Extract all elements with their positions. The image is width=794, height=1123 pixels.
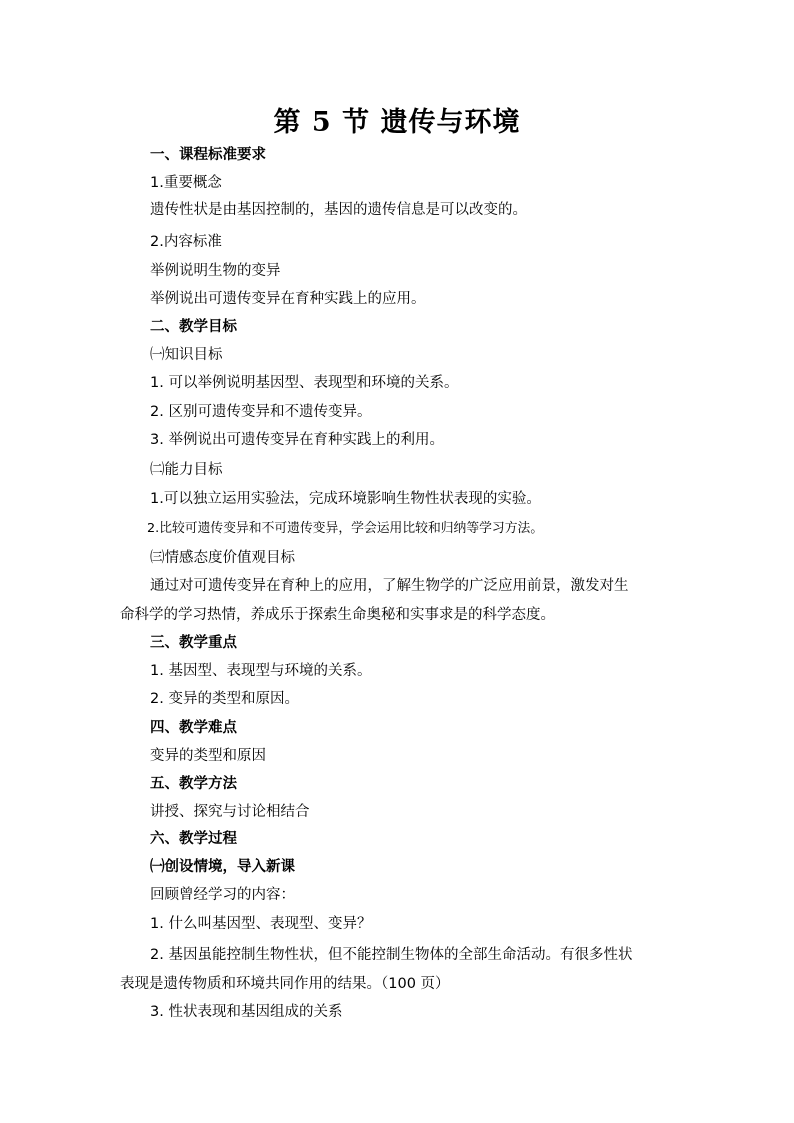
knowledge-label: ㈠知识目标 xyxy=(150,347,223,363)
emotion-text-line: 通过对可遗传变异在育种上的应用，了解生物学的广泛应用前景，激发对生 xyxy=(150,578,629,594)
section-heading-difficulties: 四、教学难点 xyxy=(150,720,237,736)
emotion-label: ㈢情感态度价值观目标 xyxy=(150,550,295,566)
knowledge-item: 1. 可以举例说明基因型、表现型和环境的关系。 xyxy=(150,375,459,391)
process-subheading: ㈠创设情境，导入新课 xyxy=(150,859,295,875)
concept-label: 1.重要概念 xyxy=(150,175,222,191)
section-heading-standards: 一、课程标准要求 xyxy=(150,147,266,163)
methods-text: 讲授、探究与讨论相结合 xyxy=(150,804,310,820)
knowledge-item: 2. 区别可遗传变异和不遗传变异。 xyxy=(150,404,372,420)
review-question-line: 表现是遗传物质和环境共同作用的结果。（100 页） xyxy=(120,976,450,992)
standard-item: 举例说明生物的变异 xyxy=(150,263,281,279)
ability-item: 2.比较可遗传变异和不可遗传变异，学会运用比较和归纳等学习方法。 xyxy=(147,521,544,536)
key-point-item: 2. 变异的类型和原因。 xyxy=(150,691,299,707)
concept-text: 遗传性状是由基因控制的，基因的遗传信息是可以改变的。 xyxy=(150,202,527,218)
standard-label: 2.内容标准 xyxy=(150,234,222,250)
review-question: 1. 什么叫基因型、表现型、变异？ xyxy=(150,916,372,932)
standard-item: 举例说出可遗传变异在育种实践上的应用。 xyxy=(150,291,426,307)
page-title: 第 5 节 遗传与环境 xyxy=(273,107,521,138)
emotion-text-line: 命科学的学习热情，养成乐于探索生命奥秘和实事求是的科学态度。 xyxy=(120,607,555,623)
knowledge-item: 3. 举例说出可遗传变异在育种实践上的利用。 xyxy=(150,432,444,448)
review-intro: 回顾曾经学习的内容： xyxy=(150,887,295,903)
section-heading-key-points: 三、教学重点 xyxy=(150,635,237,651)
ability-label: ㈡能力目标 xyxy=(150,462,223,478)
review-question-line: 2. 基因虽能控制生物性状，但不能控制生物体的全部生命活动。有很多性状 xyxy=(150,947,633,963)
key-point-item: 1. 基因型、表现型与环境的关系。 xyxy=(150,663,372,679)
ability-item: 1.可以独立运用实验法，完成环境影响生物性状表现的实验。 xyxy=(150,491,541,507)
section-heading-process: 六、教学过程 xyxy=(150,831,237,847)
section-heading-methods: 五、教学方法 xyxy=(150,776,237,792)
review-question: 3. 性状表现和基因组成的关系 xyxy=(150,1004,343,1020)
difficulty-text: 变异的类型和原因 xyxy=(150,748,266,764)
section-heading-objectives: 二、教学目标 xyxy=(150,319,237,335)
